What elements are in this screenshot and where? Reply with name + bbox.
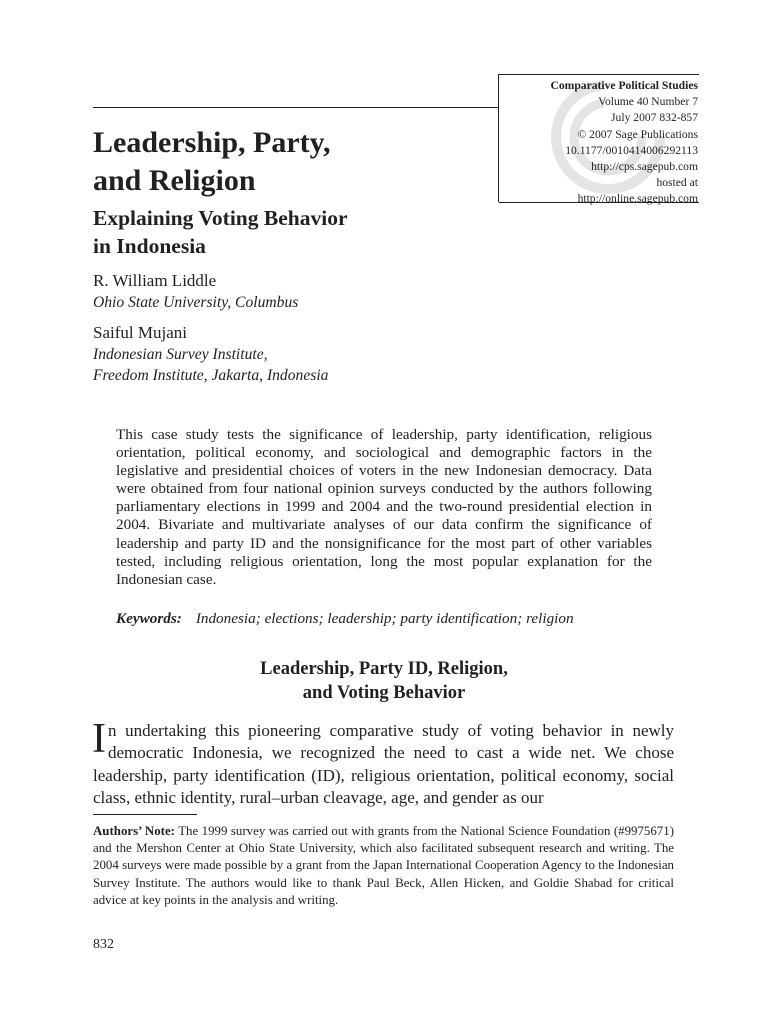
page-subtitle	[93, 204, 493, 260]
abstract: This case study tests the significance of leadership, party identification, religious orientation, political economy, and sociological and demographic factors in the legislative and presidential choices of voters in the new Indonesian democracy. Data were obtained from four national opinion surveys conducted by the authors following parliamentary elections in 1999 and 2004 and the two-round presidential election in 2004. Bivariate and multivariate analyses of our data confirm the significance of leadership and party ID and the nonsignificance for the most part of other variables tested, including religious orientation, long the most popular explanation for the Indonesian case.	[116, 426, 652, 588]
footnote-text: The 1999 survey was carried out with grants from the National Science Foundation (#9975671) and the Mershon Center at Ohio State University, which also facilitated subsequent research and writing. The 2004 surveys were made possible by a grant from the Japan International Cooperation Agency to the Indonesian Survey Institute. The authors would like to thank Paul Beck, Allen Hicken, and Goldie Shabad for critical advice at key points in the analysis and writing.	[93, 824, 674, 907]
author-name: Saiful Mujani	[93, 323, 187, 342]
box-top-rule	[499, 74, 699, 75]
journal-volume: Volume 40 Number 7	[598, 95, 698, 109]
header-rule	[93, 107, 498, 108]
title-line: and Religion	[93, 164, 256, 197]
footnote-rule	[93, 814, 197, 815]
journal-doi: 10.1177/0010414006292113	[565, 143, 698, 157]
body-text: n undertaking this pioneering comparative study of voting behavior in newly democratic Indonesia, we recognized the need to cast a wide net. We chose leadership, party identification (ID), religious orientation, political economy, social class, ethnic identity, rural–urban cleavage, age, and gender as our	[93, 721, 674, 807]
subtitle-line: Explaining Voting Behavior	[93, 206, 348, 230]
footnote-label: Authors’ Note:	[93, 824, 175, 838]
journal-hosted-url[interactable]: http://online.sagepub.com	[577, 192, 698, 206]
journal-citation	[500, 78, 698, 208]
section-heading-line: and Voting Behavior	[302, 683, 466, 703]
journal-hosted: hosted at	[656, 176, 698, 190]
keywords	[116, 609, 676, 629]
page-number: 832	[93, 937, 114, 952]
author-affiliation: Freedom Institute, Jakarta, Indonesia	[93, 367, 329, 384]
section-heading-line: Leadership, Party ID, Religion,	[260, 659, 508, 679]
subtitle-line: in Indonesia	[93, 234, 206, 258]
journal-name: Comparative Political Studies	[550, 79, 698, 92]
journal-date-pages: July 2007 832-857	[611, 111, 698, 125]
journal-url[interactable]: http://cps.sagepub.com	[591, 160, 698, 174]
journal-copyright: © 2007 Sage Publications	[577, 127, 698, 141]
title-line: Leadership, Party,	[93, 126, 331, 159]
footnote	[93, 823, 674, 909]
author-name: R. William Liddle	[93, 271, 217, 290]
author-affiliation: Ohio State University, Columbus	[93, 294, 299, 311]
page-title	[93, 124, 493, 200]
keywords-label: Keywords:	[116, 610, 182, 627]
drop-cap: I	[92, 716, 106, 762]
section-heading	[93, 657, 675, 705]
author-affiliation: Indonesian Survey Institute,	[93, 346, 268, 363]
keywords-text: Indonesia; elections; leadership; party identification; religion	[195, 610, 574, 627]
body-paragraph	[92, 716, 674, 809]
